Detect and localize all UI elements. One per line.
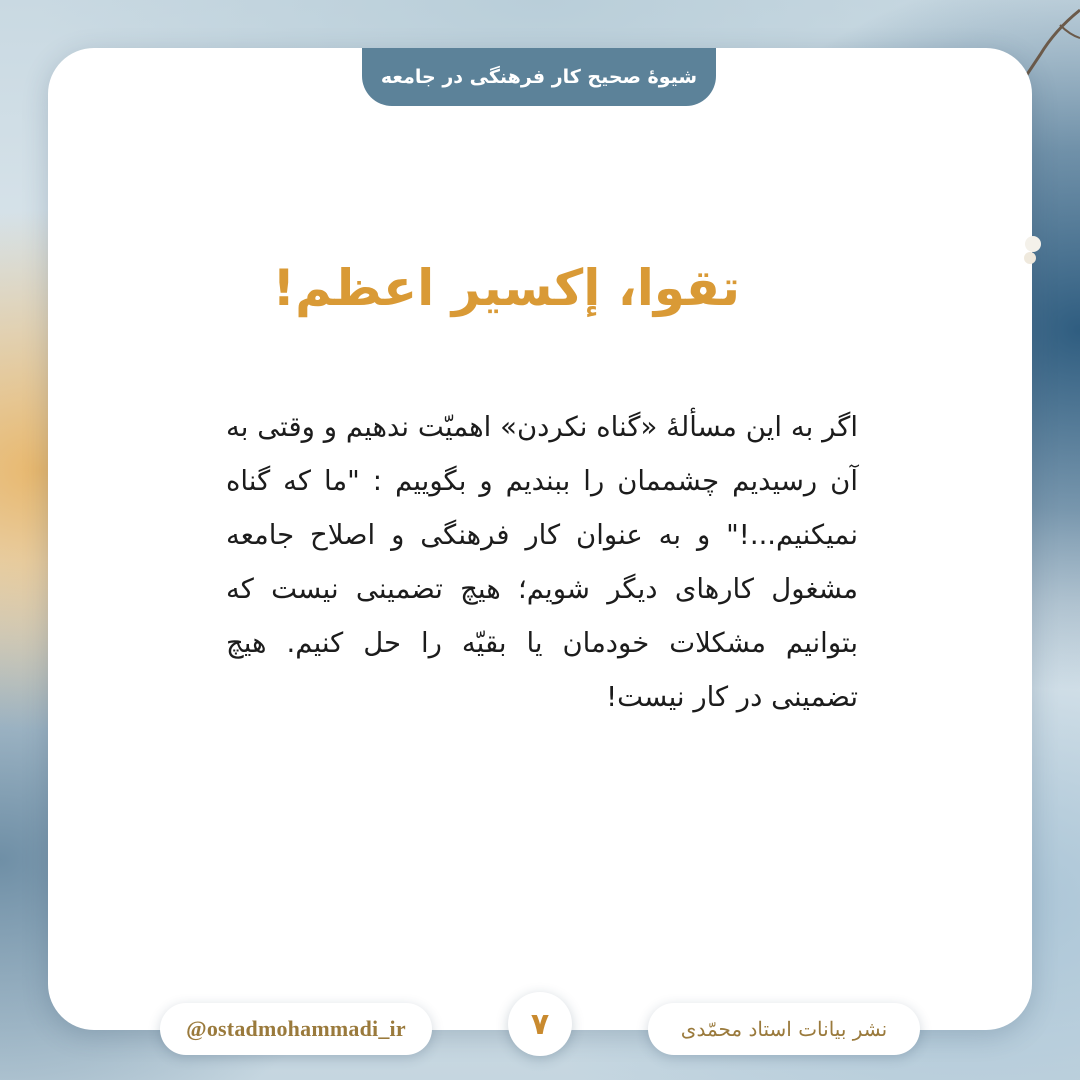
topic-tab <box>362 48 716 106</box>
page-number: ۷ <box>530 1006 550 1042</box>
social-handle-pill <box>160 1003 432 1055</box>
topic-tab-label: شیوۀ صحیح کار فرهنگی در جامعه <box>380 66 698 88</box>
post-title: تقوا، إکسیر اعظم! <box>272 259 740 317</box>
brand-pill <box>648 1003 920 1055</box>
post-body-text: اگر به این مسألۀ «گناه نکردن» اهمیّت ندهیم و وقتی به آن رسیدیم چشممان را ببندیم و بگوییم : "ما که گناه نمیکنیم...!" و به عنوان کار فرهنگی و اصلاح جامعه مشغول کارهای دیگر شویم؛ هیچ تضمینی نیست که بتوانیم مشکلات خودمان یا بقیّه را حل کنیم. هیچ تضمینی در کار نیست! <box>226 411 858 713</box>
brand-signature: نشر بیانات استاد محمّدی <box>680 1017 888 1041</box>
flower-decoration <box>1020 232 1046 272</box>
page-number-badge <box>508 992 572 1056</box>
social-handle: @ostadmohammadi_ir <box>186 1016 406 1041</box>
